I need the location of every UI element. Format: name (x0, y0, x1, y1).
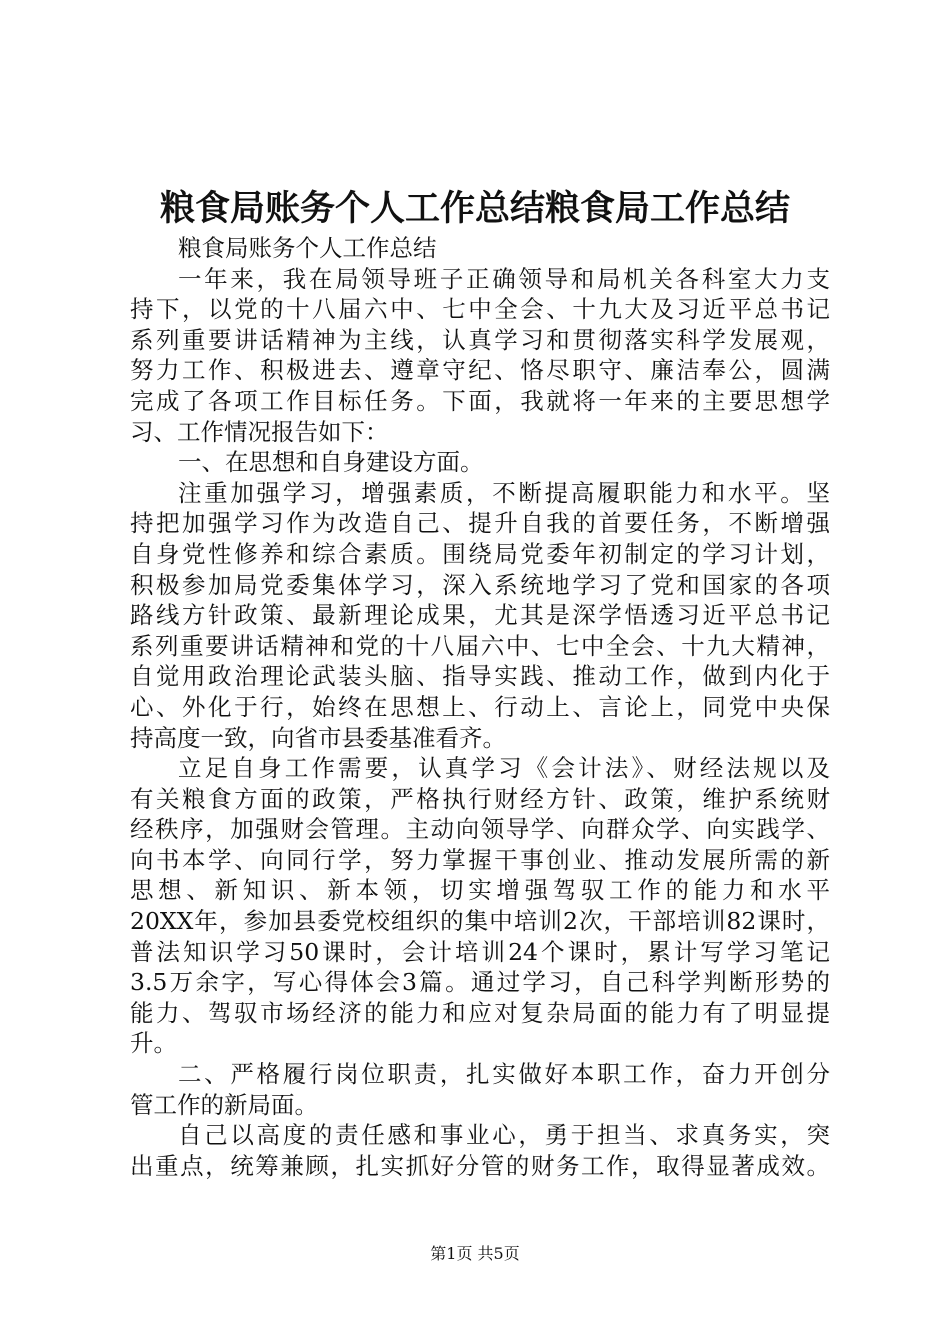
text-line: 系列重要讲话精神和党的十八届六中、七中全会、十九大精神， (130, 631, 830, 660)
text-line: 习、工作情况报告如下： (130, 417, 389, 446)
text-line: 持把加强学习作为改造自己、提升自我的首要任务，不断增强 (130, 509, 830, 538)
text-line: 粮食局账务个人工作总结 (178, 234, 437, 262)
text-line: 3.5万余字，写心得体会3篇。通过学习，自己科学判断形势的 (130, 968, 830, 997)
text-line: 自己以高度的责任感和事业心，勇于担当、求真务实，突 (178, 1121, 830, 1150)
text-line: 自身党性修养和综合素质。围绕局党委年初制定的学习计划， (130, 539, 830, 568)
text-line: 有关粮食方面的政策，严格执行财经方针、政策，维护系统财 (130, 784, 830, 813)
text-line: 一年来，我在局领导班子正确领导和局机关各科室大力支 (178, 264, 830, 293)
text-line: 二、严格履行岗位职责，扎实做好本职工作，奋力开创分 (178, 1060, 830, 1089)
text-line: 持高度一致，向省市县委基准看齐。 (130, 723, 506, 752)
text-line: 自觉用政治理论武装头脑、指导实践、推动工作，做到内化于 (130, 662, 830, 691)
text-line: 积极参加局党委集体学习，深入系统地学习了党和国家的各项 (130, 570, 830, 599)
text-line: 管工作的新局面。 (130, 1090, 318, 1119)
text-line: 一、在思想和自身建设方面。 (178, 448, 484, 477)
text-line: 出重点，统筹兼顾，扎实抓好分管的财务工作，取得显著成效。 (130, 1151, 830, 1180)
document-body (130, 233, 830, 1181)
text-line: 能力、驾驭市场经济的能力和应对复杂局面的能力有了明显提 (130, 998, 830, 1027)
text-line: 向书本学、向同行学，努力掌握干事创业、推动发展所需的新 (130, 845, 830, 874)
text-line: 思想、新知识、新本领，切实增强驾驭工作的能力和水平 (130, 876, 830, 905)
text-line: 持下，以党的十八届六中、七中全会、十九大及习近平总书记 (130, 295, 830, 324)
text-line: 心、外化于行，始终在思想上、行动上、言论上，同党中央保 (130, 692, 830, 721)
text-line: 立足自身工作需要，认真学习《会计法》、财经法规以及 (178, 754, 830, 783)
text-line: 普法知识学习50课时，会计培训24个课时，累计写学习笔记 (130, 937, 830, 966)
text-line: 系列重要讲话精神为主线，认真学习和贯彻落实科学发展观， (130, 325, 830, 354)
text-line: 升。 (130, 1029, 177, 1058)
text-line: 注重加强学习，增强素质，不断提高履职能力和水平。坚 (178, 478, 830, 507)
text-line: 20XX年，参加县委党校组织的集中培训2次，干部培训82课时， (130, 907, 830, 936)
page-footer: 第1页 共5页 (430, 1244, 520, 1263)
text-line: 完成了各项工作目标任务。下面，我就将一年来的主要思想学 (130, 386, 830, 415)
text-line: 经秩序，加强财会管理。主动向领导学、向群众学、向实践学、 (130, 815, 830, 844)
page-title: 粮食局账务个人工作总结粮食局工作总结 (159, 188, 790, 229)
text-line: 努力工作、积极进去、遵章守纪、恪尽职守、廉洁奉公，圆满 (130, 356, 830, 385)
text-line: 路线方针政策、最新理论成果，尤其是深学悟透习近平总书记 (130, 601, 830, 630)
